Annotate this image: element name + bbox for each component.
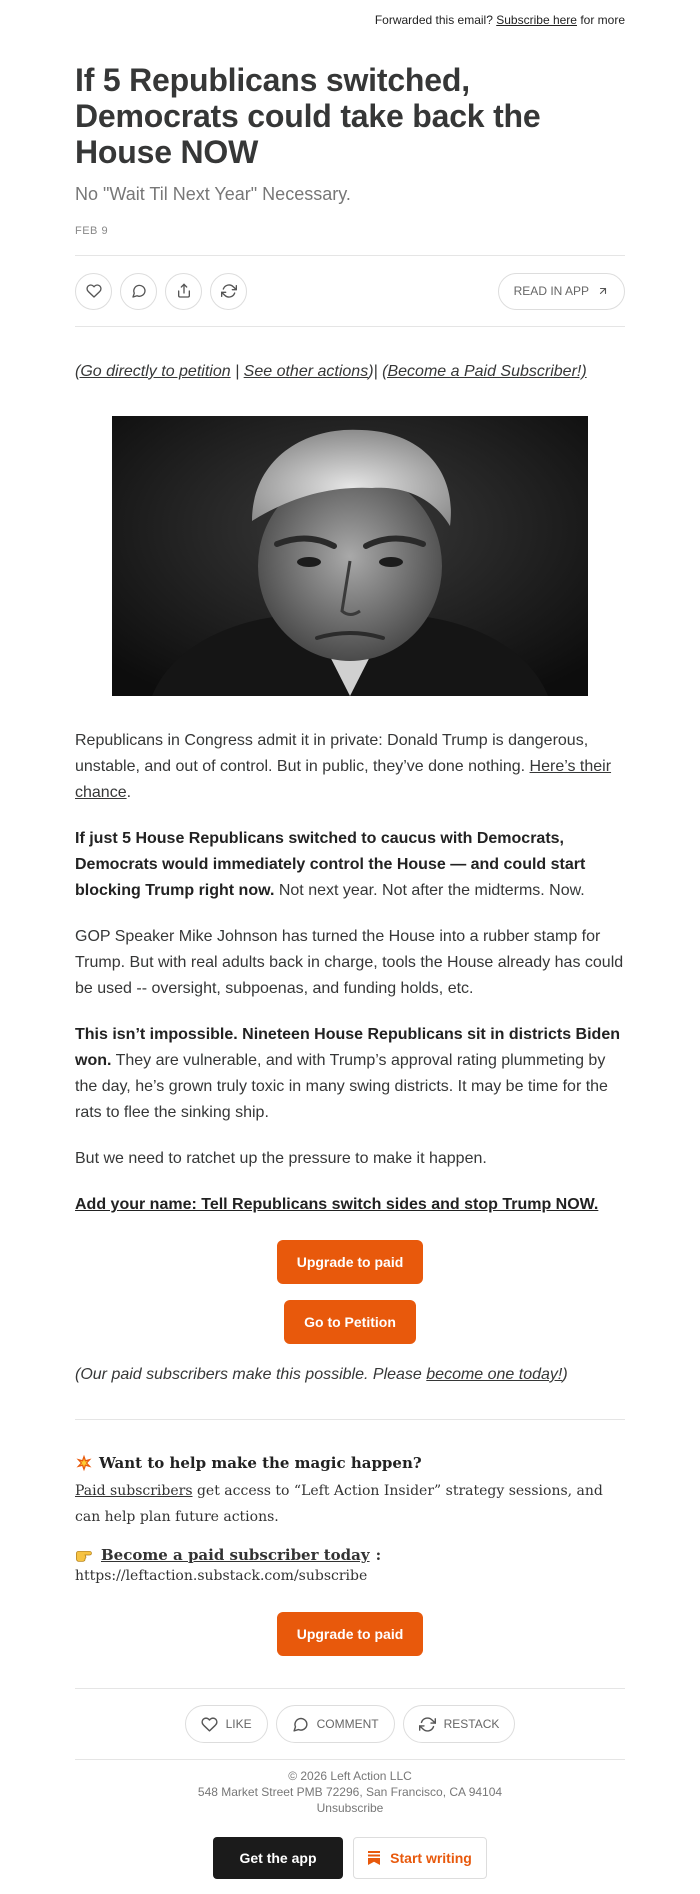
divider (75, 1688, 625, 1689)
paragraph-pressure: But we need to ratchet up the pressure to make it happen. (75, 1150, 487, 1167)
paragraph-districts (75, 1022, 625, 1126)
post-subtitle: No "Wait Til Next Year" Necessary. (75, 184, 351, 204)
paragraph-districts-bold: This isn’t impossible. Nineteen House Republicans sit in districts Biden won. (75, 1026, 620, 1069)
upgrade-to-paid-button-2[interactable]: Upgrade to paid (277, 1612, 424, 1656)
post-action-bar (75, 255, 625, 327)
pointing-hand-icon (75, 1547, 95, 1563)
share-button[interactable] (165, 273, 202, 310)
copyright: © 2026 Left Action LLC (288, 1769, 412, 1783)
other-actions-link[interactable]: See other actions (243, 363, 369, 380)
like-button[interactable] (75, 273, 112, 310)
add-name-cta (75, 1192, 625, 1218)
post-date: FEB 9 (75, 225, 109, 237)
subscribe-url[interactable]: https://leftaction.substack.com/subscribe (75, 1568, 368, 1584)
their-chance-link[interactable]: Here’s their chance (75, 758, 612, 801)
app-buttons (75, 1837, 625, 1879)
like-pill-button[interactable] (185, 1705, 268, 1743)
help-paragraph-text: get access to “Left Action Insider” strategy sessions, and can help plan future actions. (75, 1483, 603, 1525)
paragraph-intro (75, 728, 625, 806)
restack-pill-button[interactable] (403, 1705, 516, 1743)
restack-label: RESTACK (443, 1717, 500, 1731)
paragraph-speaker: GOP Speaker Mike Johnson has turned the House into a rubber stamp for Trump. But with real adults back in charge, tools the House already has could be used -- oversight, subpoenas, and funding holds, etc. (75, 928, 624, 997)
unsubscribe-link[interactable]: Unsubscribe (316, 1801, 384, 1815)
heart-icon (86, 283, 102, 299)
restack-button[interactable] (210, 273, 247, 310)
help-paragraph (75, 1478, 625, 1530)
subscribe-here-link[interactable]: Subscribe here (496, 13, 577, 27)
divider (75, 1419, 625, 1420)
forward-banner (75, 0, 625, 28)
engagement-bar (75, 1705, 625, 1743)
read-in-app-label: READ IN APP (513, 284, 589, 298)
paid-subscriber-note (75, 1366, 625, 1384)
become-one-today-link[interactable]: become one today! (426, 1366, 563, 1383)
petition-button-row (75, 1300, 625, 1344)
colon: : (375, 1546, 382, 1564)
paragraph-switch (75, 826, 625, 904)
petition-link[interactable]: (Go directly to petition (75, 363, 231, 380)
help-heading (75, 1454, 625, 1472)
address: 548 Market Street PMB 72296, San Francisco, CA 94104 (197, 1785, 503, 1799)
email-container (75, 0, 625, 1879)
comment-icon (292, 1716, 309, 1733)
comment-pill-button[interactable] (276, 1705, 395, 1743)
heart-icon (201, 1716, 218, 1733)
restack-icon (419, 1716, 436, 1733)
paragraph-switch-text: Not next year. Not after the midterms. Now. (274, 882, 585, 899)
paid-subscribers-link[interactable]: Paid subscribers (75, 1483, 193, 1499)
add-your-name-link[interactable]: Add your name: Tell Republicans switch sides and stop Trump NOW. (75, 1196, 599, 1213)
share-icon (176, 283, 192, 299)
start-writing-label: Start writing (390, 1850, 472, 1866)
comment-label: COMMENT (316, 1717, 379, 1731)
nav-links (75, 363, 625, 381)
comment-icon (131, 283, 147, 299)
like-label: LIKE (225, 1717, 252, 1731)
upgrade-to-paid-button[interactable]: Upgrade to paid (277, 1240, 424, 1284)
get-the-app-button[interactable]: Get the app (213, 1837, 343, 1879)
read-in-app-button[interactable] (498, 273, 625, 310)
paragraph-intro-text: Republicans in Congress admit it in private: Donald Trump is dangerous, unstable, and out of control. But in public, they’ve done nothing. (75, 732, 589, 775)
nav-separator: | (230, 363, 244, 380)
collision-icon (75, 1454, 93, 1472)
period: . (126, 784, 132, 801)
start-writing-button[interactable] (353, 1837, 487, 1879)
go-to-petition-button[interactable]: Go to Petition (284, 1300, 416, 1344)
note-suffix: ) (562, 1366, 568, 1383)
paragraph-districts-text: They are vulnerable, and with Trump’s approval rating plummeting by the day, he’s grown truly toxic in many swing districts. It may be time for the rats to flee the sinking ship. (75, 1052, 608, 1121)
become-paid-link[interactable]: (Become a Paid Subscriber!) (382, 363, 587, 380)
restack-icon (221, 283, 237, 299)
footer (75, 1768, 625, 1816)
become-paid-today-link[interactable]: Become a paid subscriber today (101, 1546, 370, 1564)
comment-button[interactable] (120, 273, 157, 310)
upgrade-button-row (75, 1240, 625, 1284)
forward-prefix: Forwarded this email? (374, 13, 493, 27)
substack-logo-icon (368, 1851, 380, 1865)
become-paid-heading (75, 1546, 625, 1564)
hero-portrait-image[interactable] (112, 416, 588, 696)
upgrade-button-row-2 (75, 1612, 625, 1656)
note-prefix: (Our paid subscribers make this possible. Please (75, 1366, 427, 1383)
paragraph-switch-bold: If just 5 House Republicans switched to caucus with Democrats, Democrats would immediately control the House — and could start blocking Trump right now. (75, 830, 586, 899)
forward-suffix: for more (580, 13, 625, 27)
help-heading-text: Want to help make the magic happen? (99, 1454, 422, 1472)
nav-separator: )| (368, 363, 383, 380)
divider (75, 1759, 625, 1760)
action-icons (75, 273, 247, 310)
arrow-up-right-icon (597, 285, 609, 297)
post-title[interactable]: If 5 Republicans switched, Democrats could take back the House NOW (75, 62, 541, 170)
